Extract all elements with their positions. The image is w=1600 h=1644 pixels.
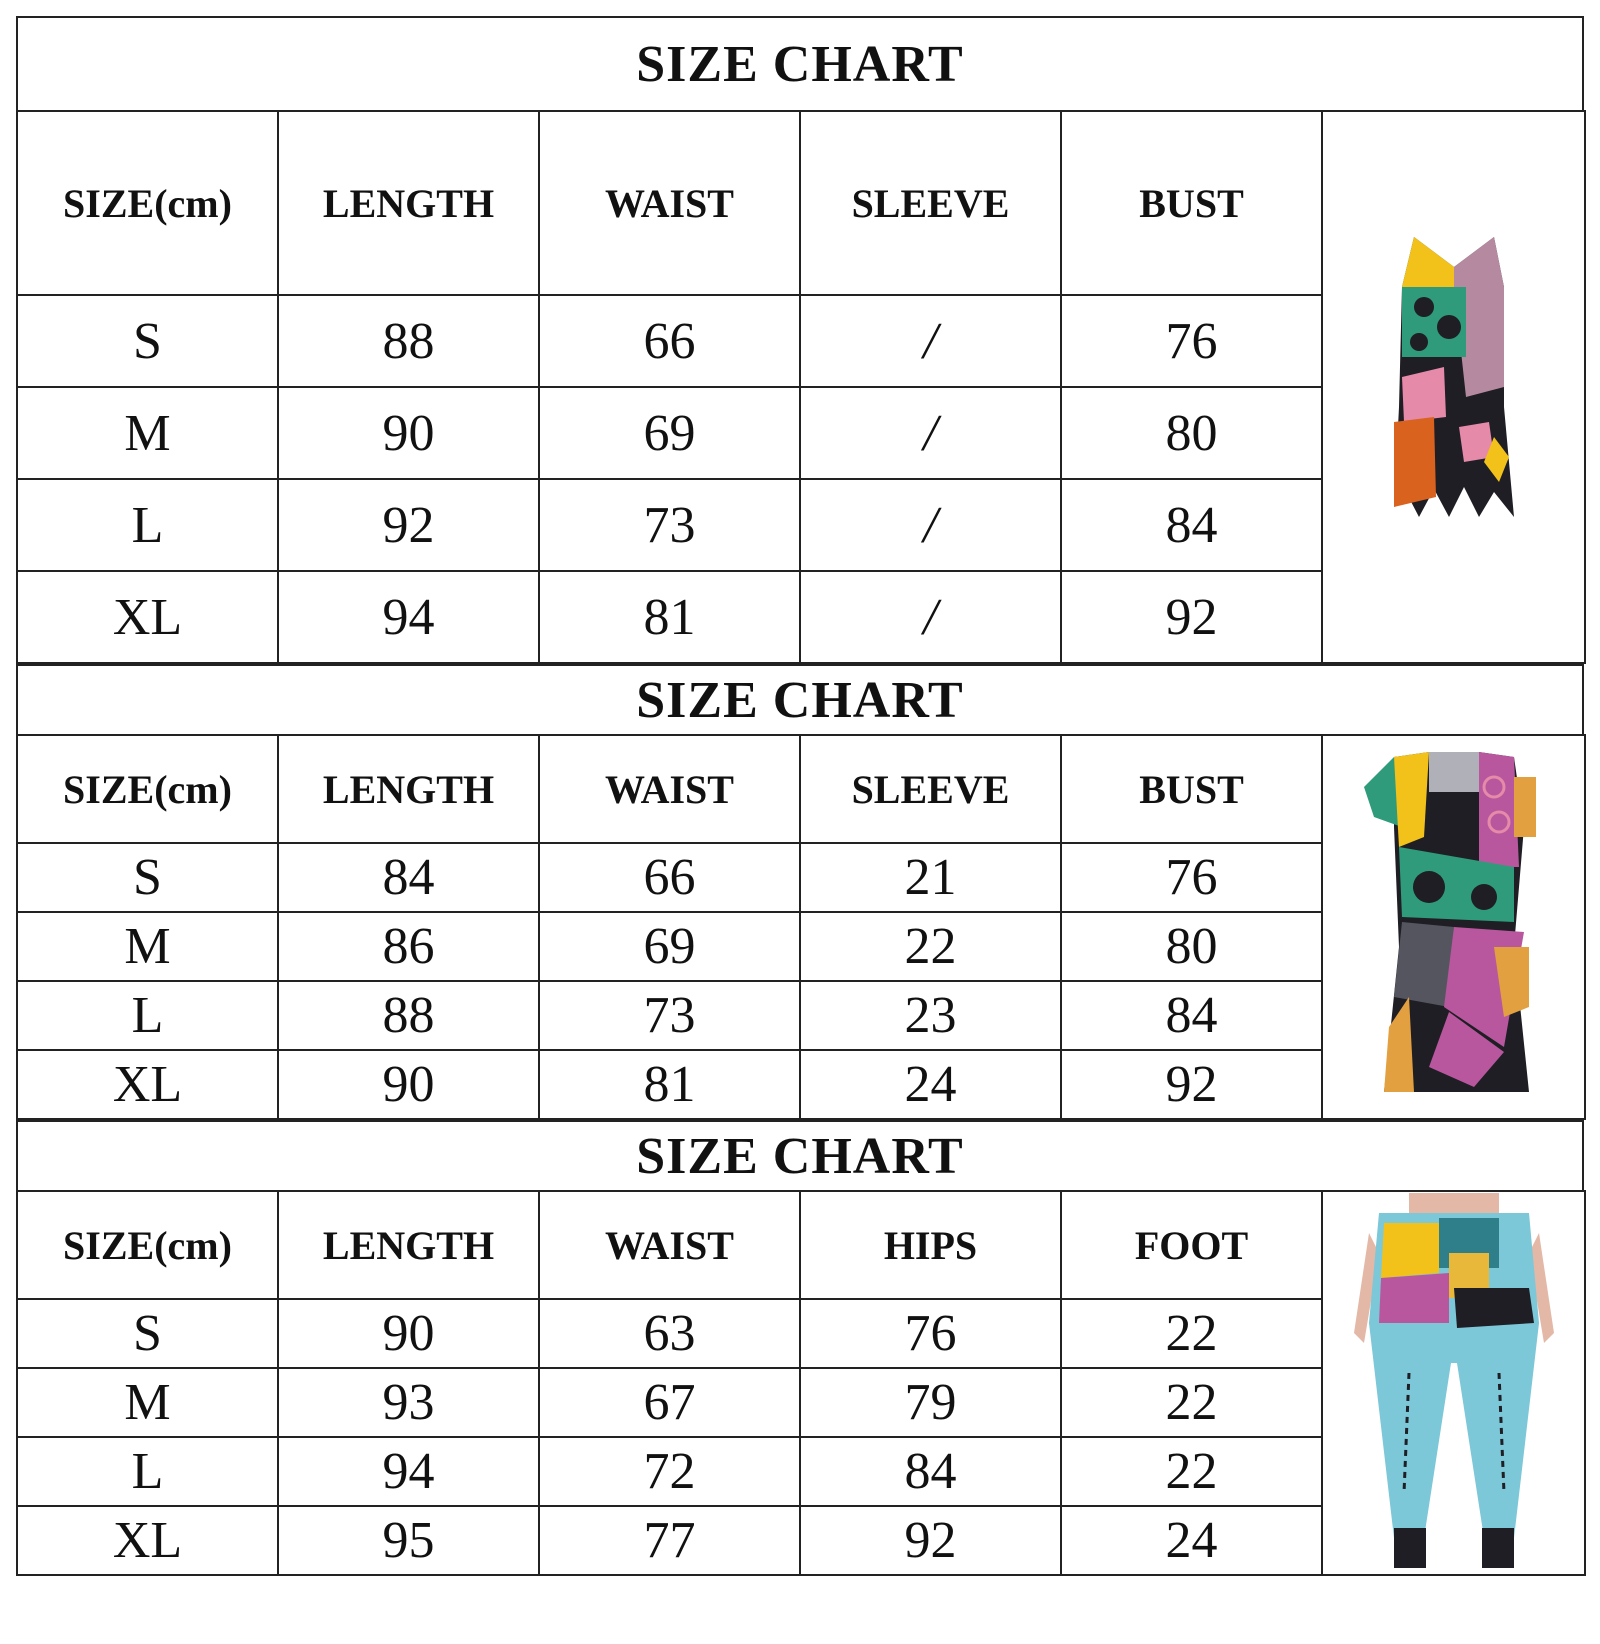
header-size: SIZE(cm) xyxy=(17,111,278,295)
title-text: SIZE CHART xyxy=(636,35,964,93)
cell: 84 xyxy=(278,843,539,912)
cell: 81 xyxy=(539,1050,800,1119)
cell: M xyxy=(17,912,278,981)
cell: 84 xyxy=(1061,981,1322,1050)
header-sleeve: SLEEVE xyxy=(800,111,1061,295)
cell: 81 xyxy=(539,571,800,663)
cell: XL xyxy=(17,1506,278,1575)
title-text: SIZE CHART xyxy=(636,671,964,729)
size-chart-block-2 xyxy=(16,734,1584,1120)
size-table-3 xyxy=(16,1190,1586,1576)
size-table-2 xyxy=(16,734,1586,1120)
cell: 94 xyxy=(278,571,539,663)
cell: 76 xyxy=(1061,295,1322,387)
cell: M xyxy=(17,387,278,479)
header-bust: BUST xyxy=(1061,111,1322,295)
cell: 84 xyxy=(800,1437,1061,1506)
header-length: LENGTH xyxy=(278,735,539,843)
product-image-cell xyxy=(1322,735,1585,1119)
cell: XL xyxy=(17,571,278,663)
cell: 22 xyxy=(1061,1368,1322,1437)
cell: 92 xyxy=(1061,1050,1322,1119)
size-chart-page xyxy=(16,16,1584,1576)
cell: 22 xyxy=(1061,1299,1322,1368)
header-bust: BUST xyxy=(1061,735,1322,843)
cell: 24 xyxy=(1061,1506,1322,1575)
cell: 92 xyxy=(800,1506,1061,1575)
header-hips: HIPS xyxy=(800,1191,1061,1299)
cell: 80 xyxy=(1061,912,1322,981)
cell: S xyxy=(17,1299,278,1368)
size-table-1 xyxy=(16,110,1586,664)
cell: / xyxy=(800,479,1061,571)
cell: L xyxy=(17,479,278,571)
cell: 95 xyxy=(278,1506,539,1575)
header-waist: WAIST xyxy=(539,735,800,843)
cell: 93 xyxy=(278,1368,539,1437)
cell: S xyxy=(17,295,278,387)
header-row xyxy=(17,735,1585,843)
cell: 84 xyxy=(1061,479,1322,571)
cell: 67 xyxy=(539,1368,800,1437)
cell: 92 xyxy=(1061,571,1322,663)
cell: 72 xyxy=(539,1437,800,1506)
cell: XL xyxy=(17,1050,278,1119)
cell: 94 xyxy=(278,1437,539,1506)
cell: 63 xyxy=(539,1299,800,1368)
cell: 69 xyxy=(539,912,800,981)
patchwork-cap-sleeve-dress-icon xyxy=(1354,747,1554,1107)
cell: 92 xyxy=(278,479,539,571)
header-waist: WAIST xyxy=(539,111,800,295)
cell: 88 xyxy=(278,295,539,387)
header-length: LENGTH xyxy=(278,111,539,295)
cell: 69 xyxy=(539,387,800,479)
size-chart-block-3 xyxy=(16,1190,1584,1576)
header-foot: FOOT xyxy=(1061,1191,1322,1299)
cell: 79 xyxy=(800,1368,1061,1437)
product-image-cell xyxy=(1322,1191,1585,1575)
cell: L xyxy=(17,981,278,1050)
cell: 76 xyxy=(800,1299,1061,1368)
cell: L xyxy=(17,1437,278,1506)
cell: / xyxy=(800,387,1061,479)
cell: M xyxy=(17,1368,278,1437)
size-chart-title-2 xyxy=(16,664,1584,734)
cell: 73 xyxy=(539,479,800,571)
cell: 88 xyxy=(278,981,539,1050)
cell: S xyxy=(17,843,278,912)
cell: 21 xyxy=(800,843,1061,912)
cell: 24 xyxy=(800,1050,1061,1119)
cell: / xyxy=(800,571,1061,663)
size-chart-title-3 xyxy=(16,1120,1584,1190)
cell: 76 xyxy=(1061,843,1322,912)
product-image-cell xyxy=(1322,111,1585,663)
title-text: SIZE CHART xyxy=(636,1127,964,1185)
cell: 23 xyxy=(800,981,1061,1050)
cell: 86 xyxy=(278,912,539,981)
header-size: SIZE(cm) xyxy=(17,1191,278,1299)
cell: 66 xyxy=(539,843,800,912)
header-row xyxy=(17,1191,1585,1299)
cell: 66 xyxy=(539,295,800,387)
cell: 90 xyxy=(278,1299,539,1368)
patchwork-sleeveless-dress-icon xyxy=(1354,227,1554,547)
cell: 80 xyxy=(1061,387,1322,479)
header-size: SIZE(cm) xyxy=(17,735,278,843)
header-sleeve: SLEEVE xyxy=(800,735,1061,843)
size-chart-block-1 xyxy=(16,110,1584,664)
cell: 22 xyxy=(800,912,1061,981)
header-row xyxy=(17,111,1585,295)
size-chart-title-1 xyxy=(16,16,1584,110)
header-waist: WAIST xyxy=(539,1191,800,1299)
patchwork-leggings-icon xyxy=(1339,1193,1569,1573)
cell: 22 xyxy=(1061,1437,1322,1506)
cell: / xyxy=(800,295,1061,387)
cell: 90 xyxy=(278,387,539,479)
cell: 77 xyxy=(539,1506,800,1575)
cell: 73 xyxy=(539,981,800,1050)
header-length: LENGTH xyxy=(278,1191,539,1299)
cell: 90 xyxy=(278,1050,539,1119)
